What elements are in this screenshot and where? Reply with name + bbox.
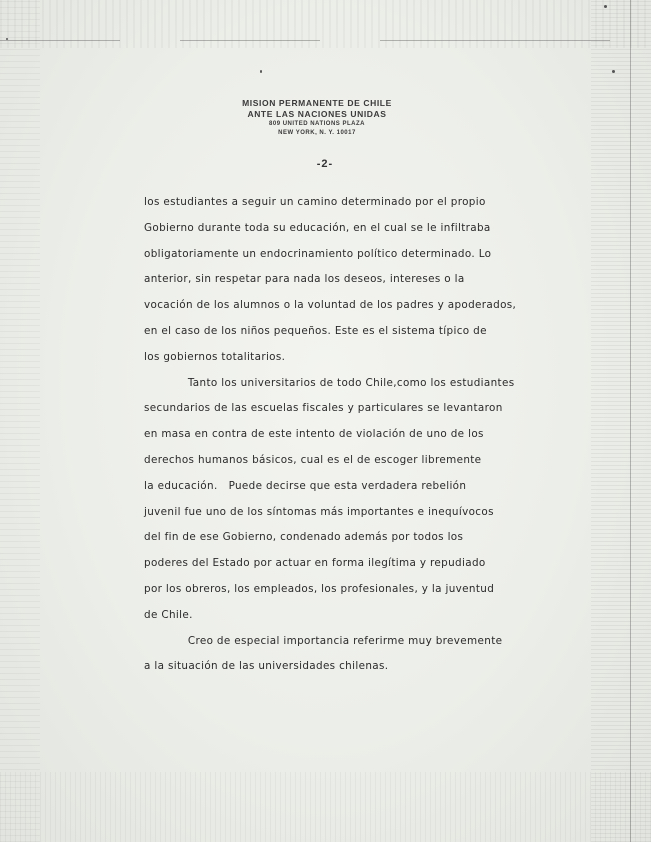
body-line: obligatoriamente un endocrinamiento político determinado. Lo: [144, 247, 492, 260]
dust-speck: [6, 38, 8, 40]
body-line: los gobiernos totalitarios.: [144, 350, 286, 363]
body-line: juvenil fue uno de los síntomas más importantes e inequívocos: [144, 505, 494, 518]
scan-dash: [0, 40, 120, 41]
scan-dash: [380, 40, 610, 41]
body-line: Gobierno durante toda su educación, en el cual se le infiltraba: [144, 221, 491, 234]
body-line: poderes del Estado por actuar en forma ilegítima y repudiado: [144, 557, 486, 570]
dust-speck: [260, 70, 262, 73]
dust-speck: [604, 5, 607, 8]
letterhead-city: NEW YORK, N. Y. 10017: [278, 130, 356, 136]
scan-noise-right: [591, 0, 651, 842]
body-line: en el caso de los niños pequeños. Este es el sistema típico de: [144, 324, 487, 337]
body-line: secundarios de las escuelas fiscales y particulares se levantaron: [144, 402, 503, 415]
letterhead: [200, 98, 434, 138]
scan-noise-left: [0, 0, 40, 842]
body-line: del fin de ese Gobierno, condenado además por todos los: [144, 531, 464, 544]
body-line: vocación de los alumnos o la voluntad de los padres y apoderados,: [144, 299, 517, 312]
body-line: anterior, sin respetar para nada los deseos, intereses o la: [144, 273, 465, 286]
body-line: a la situación de las universidades chilenas.: [144, 660, 389, 673]
document-body: [144, 190, 584, 680]
scan-edge-line: [630, 0, 631, 842]
letterhead-un: ANTE LAS NACIONES UNIDAS: [247, 109, 387, 119]
scan-noise-bottom: [0, 772, 651, 842]
dust-speck: [612, 70, 615, 73]
body-line: en masa en contra de este intento de violación de uno de los: [144, 428, 484, 441]
body-line: los estudiantes a seguir un camino determinado por el propio: [144, 196, 486, 208]
body-line: de Chile.: [144, 608, 193, 621]
body-line: la educación. Puede decirse que esta verdadera rebelión: [144, 479, 467, 492]
letterhead-mission: MISION PERMANENTE DE CHILE: [242, 98, 392, 108]
page-number: -2-: [316, 158, 334, 170]
body-line: Tanto los universitarios de todo Chile,como los estudiantes: [144, 376, 515, 389]
scan-dash: [180, 40, 320, 41]
body-line: derechos humanos básicos, cual es el de escoger libremente: [144, 453, 482, 466]
letterhead-street: 809 UNITED NATIONS PLAZA: [269, 121, 365, 127]
body-line: Creo de especial importancia referirme muy brevemente: [144, 634, 503, 647]
body-line: por los obreros, los empleados, los profesionales, y la juventud: [144, 582, 495, 595]
